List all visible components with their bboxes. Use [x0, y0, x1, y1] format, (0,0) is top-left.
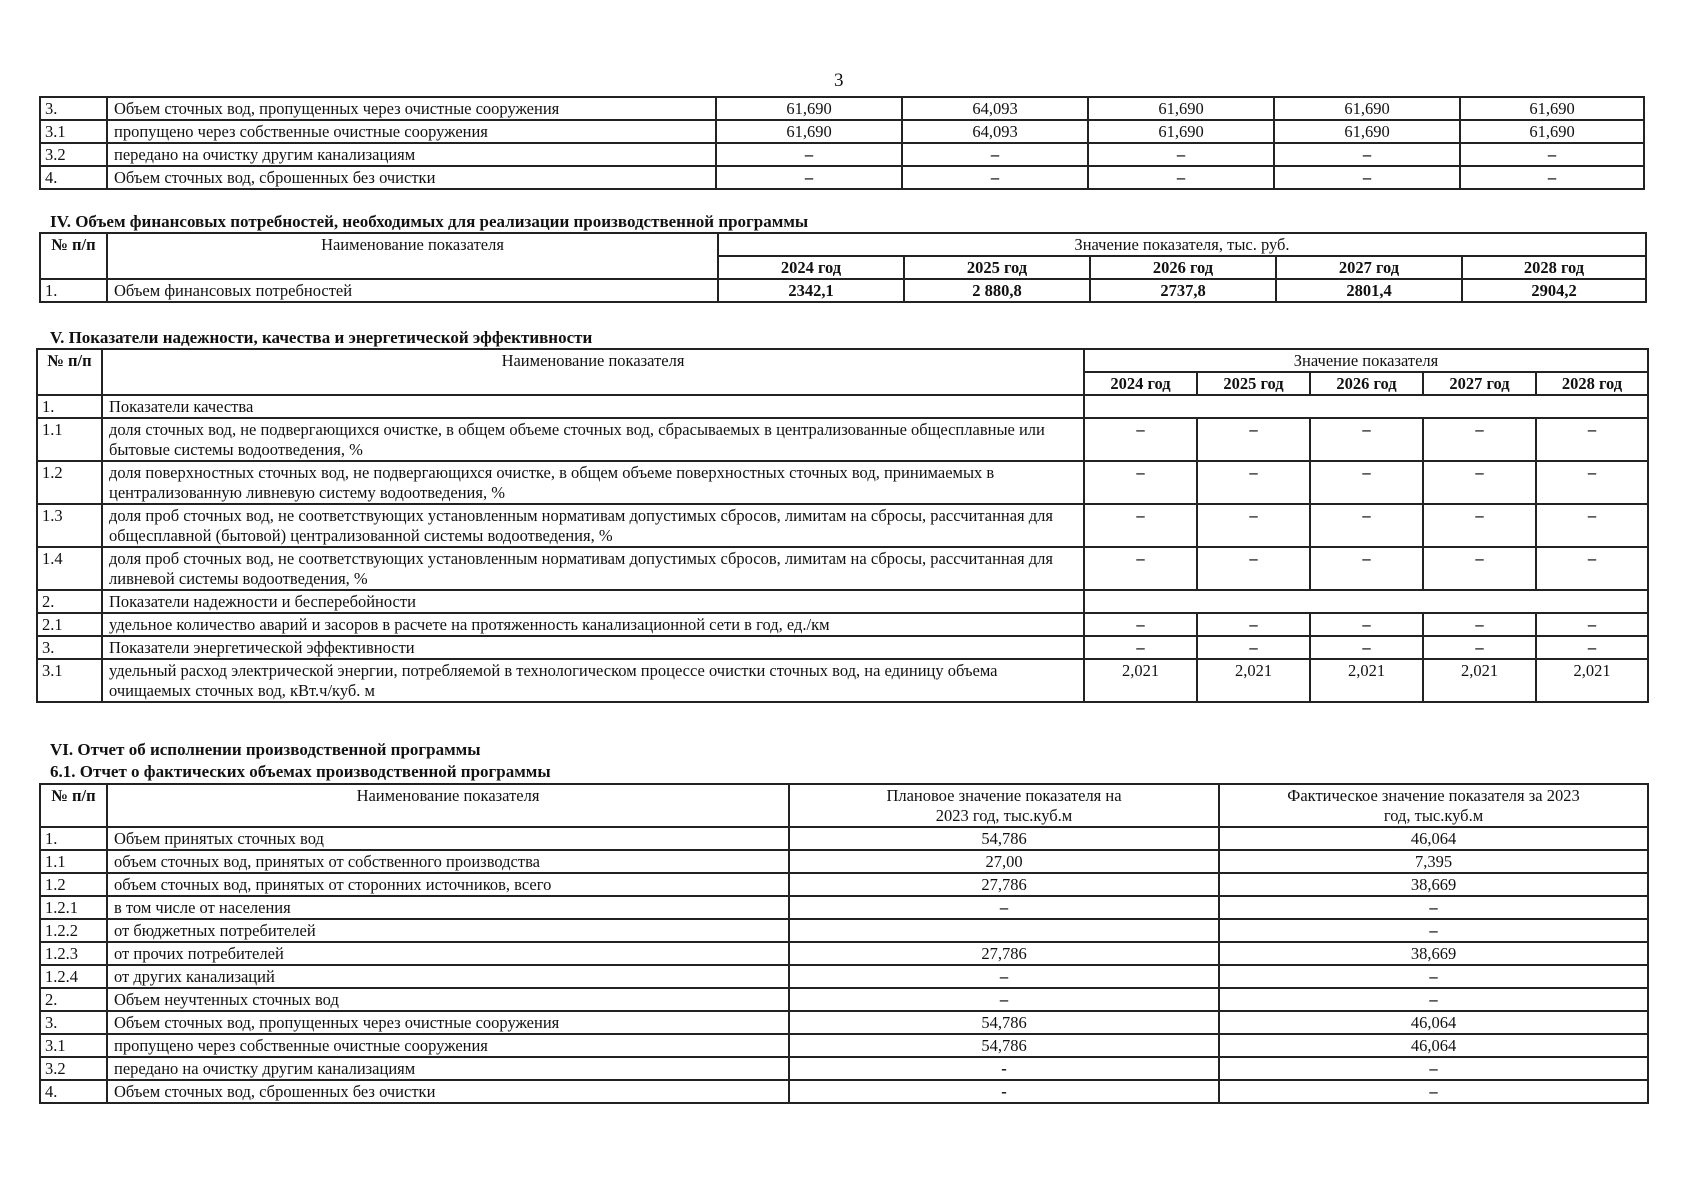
fact-value-cell: –	[1219, 896, 1648, 919]
table-row	[40, 873, 1648, 896]
value-cell: –	[1310, 613, 1423, 636]
value-cell: 2,021	[1536, 659, 1648, 702]
col-name-header: Наименование показателя	[102, 349, 1084, 395]
plan-value-cell: –	[789, 965, 1219, 988]
row-number: 1.2.1	[40, 896, 107, 919]
col-value-header: Значение показателя, тыс. руб.	[718, 233, 1646, 256]
value-cell: 2801,4	[1276, 279, 1462, 302]
year-header: 2026 год	[1090, 256, 1276, 279]
value-cell: –	[1197, 461, 1310, 504]
value-cell: –	[716, 143, 902, 166]
table-row	[40, 1011, 1648, 1034]
row-name: от прочих потребителей	[107, 942, 789, 965]
value-cell: 2737,8	[1090, 279, 1276, 302]
value-cell: –	[1536, 504, 1648, 547]
fact-value-cell: 46,064	[1219, 827, 1648, 850]
value-cell: 61,690	[716, 120, 902, 143]
table-row	[37, 547, 1648, 590]
row-number: 1.	[37, 395, 102, 418]
row-name: Объем сточных вод, сброшенных без очистки	[107, 1080, 789, 1103]
row-name: Показатели энергетической эффективности	[102, 636, 1084, 659]
table-row	[40, 919, 1648, 942]
volume-table-continuation	[39, 96, 1645, 190]
row-number: 1.	[40, 827, 107, 850]
year-header: 2024 год	[718, 256, 904, 279]
year-header: 2028 год	[1536, 372, 1648, 395]
row-number: 3.2	[40, 143, 107, 166]
row-name: Показатели надежности и бесперебойности	[102, 590, 1084, 613]
value-cell: 2904,2	[1462, 279, 1646, 302]
plan-value-cell: -	[789, 1057, 1219, 1080]
value-cell: –	[1423, 461, 1536, 504]
value-cell: –	[1536, 613, 1648, 636]
row-name: удельное количество аварий и засоров в расчете на протяженность канализационной сети в год, ед./км	[102, 613, 1084, 636]
row-number: 1.2.4	[40, 965, 107, 988]
row-name: доля сточных вод, не подвергающихся очистке, в общем объеме сточных вод, сбрасываемых в централизованные общесплавные или бытовые системы водоотведения, %	[102, 418, 1084, 461]
row-name: передано на очистку другим канализациям	[107, 1057, 789, 1080]
row-name: Объем неучтенных сточных вод	[107, 988, 789, 1011]
fact-value-cell: –	[1219, 1057, 1648, 1080]
row-name: пропущено через собственные очистные сооружения	[107, 120, 716, 143]
value-cell: 61,690	[1088, 97, 1274, 120]
row-name: Объем принятых сточных вод	[107, 827, 789, 850]
table-row	[40, 143, 1644, 166]
value-cell: –	[1197, 613, 1310, 636]
table-row	[40, 1057, 1648, 1080]
fact-value-cell: 46,064	[1219, 1011, 1648, 1034]
table-row	[40, 827, 1648, 850]
table-row	[37, 461, 1648, 504]
value-cell: –	[1084, 636, 1197, 659]
row-number: 3.	[37, 636, 102, 659]
row-name: Объем финансовых потребностей	[107, 279, 718, 302]
row-number: 1.2	[37, 461, 102, 504]
row-name: доля проб сточных вод, не соответствующих установленным нормативам допустимых сбросов, лимитам на сбросы, рассчитанная для общесплавной (бытовой) централизованной системы водоотведения, %	[102, 504, 1084, 547]
table-row	[37, 659, 1648, 702]
financial-needs-table	[39, 232, 1647, 303]
row-name: Объем сточных вод, пропущенных через очистные сооружения	[107, 97, 716, 120]
value-cell: –	[1460, 143, 1644, 166]
value-cell: 61,690	[1274, 120, 1460, 143]
plan-value-cell	[789, 919, 1219, 942]
fact-value-cell: 7,395	[1219, 850, 1648, 873]
value-cell: –	[1274, 143, 1460, 166]
row-name: Показатели качества	[102, 395, 1084, 418]
plan-value-cell: 27,00	[789, 850, 1219, 873]
row-number: 3.2	[40, 1057, 107, 1080]
value-cell: 2342,1	[718, 279, 904, 302]
value-cell: –	[1423, 613, 1536, 636]
plan-value-cell: –	[789, 988, 1219, 1011]
col-name-header: Наименование показателя	[107, 784, 789, 827]
row-number: 3.	[40, 1011, 107, 1034]
table-row	[40, 120, 1644, 143]
empty-value-cell	[1084, 395, 1648, 418]
row-number: 3.1	[40, 1034, 107, 1057]
row-name: в том числе от населения	[107, 896, 789, 919]
row-name: объем сточных вод, принятых от сторонних источников, всего	[107, 873, 789, 896]
plan-value-cell: 27,786	[789, 942, 1219, 965]
value-cell: 61,690	[1274, 97, 1460, 120]
table-row	[40, 896, 1648, 919]
section-4-title: IV. Объем финансовых потребностей, необходимых для реализации производственной программы	[50, 212, 809, 231]
table-row	[37, 395, 1648, 418]
row-number: 1.1	[37, 418, 102, 461]
section-6-title: VI. Отчет об исполнении производственной программы	[50, 740, 481, 759]
row-number: 3.1	[40, 120, 107, 143]
section-5-title: V. Показатели надежности, качества и энергетической эффективности	[50, 328, 593, 347]
row-number: 1.2	[40, 873, 107, 896]
row-name: доля проб сточных вод, не соответствующих установленным нормативам допустимых сбросов, лимитам на сбросы, рассчитанная для ливневой системы водоотведения, %	[102, 547, 1084, 590]
value-cell: –	[1310, 636, 1423, 659]
plan-value-cell: 27,786	[789, 873, 1219, 896]
value-cell: –	[1310, 418, 1423, 461]
table-row	[37, 504, 1648, 547]
row-name: от других канализаций	[107, 965, 789, 988]
col-fact-header: Фактическое значение показателя за 2023 год, тыс.куб.м	[1219, 784, 1648, 827]
value-cell: –	[1423, 504, 1536, 547]
col-plan-header: Плановое значение показателя на 2023 год, тыс.куб.м	[789, 784, 1219, 827]
row-number: 2.	[40, 988, 107, 1011]
row-name: передано на очистку другим канализациям	[107, 143, 716, 166]
row-number: 4.	[40, 1080, 107, 1103]
table-row	[37, 590, 1648, 613]
value-cell: –	[1088, 166, 1274, 189]
table-row	[40, 1080, 1648, 1103]
table-row	[37, 636, 1648, 659]
value-cell: –	[902, 143, 1088, 166]
row-number: 1.2.3	[40, 942, 107, 965]
row-number: 3.	[40, 97, 107, 120]
fact-value-cell: –	[1219, 965, 1648, 988]
empty-value-cell	[1084, 590, 1648, 613]
plan-value-cell: -	[789, 1080, 1219, 1103]
row-number: 1.2.2	[40, 919, 107, 942]
col-value-header: Значение показателя	[1084, 349, 1648, 372]
value-cell: –	[716, 166, 902, 189]
year-header: 2025 год	[904, 256, 1090, 279]
section-6-subtitle: 6.1. Отчет о фактических объемах производственной программы	[50, 762, 551, 781]
col-num-header: № п/п	[40, 784, 107, 827]
row-number: 1.3	[37, 504, 102, 547]
value-cell: 61,690	[716, 97, 902, 120]
year-header: 2025 год	[1197, 372, 1310, 395]
table-row	[37, 418, 1648, 461]
table-row	[40, 97, 1644, 120]
col-num-header: № п/п	[37, 349, 102, 395]
table-row	[40, 279, 1646, 302]
value-cell: –	[1084, 504, 1197, 547]
table-row	[40, 988, 1648, 1011]
value-cell: –	[902, 166, 1088, 189]
actual-volumes-report-table	[39, 783, 1649, 1104]
value-cell: –	[1536, 461, 1648, 504]
table-row	[40, 850, 1648, 873]
value-cell: –	[1310, 504, 1423, 547]
value-cell: –	[1197, 418, 1310, 461]
row-number: 1.4	[37, 547, 102, 590]
row-number: 3.1	[37, 659, 102, 702]
fact-value-cell: –	[1219, 988, 1648, 1011]
col-num-header: № п/п	[40, 233, 107, 279]
value-cell: 2,021	[1084, 659, 1197, 702]
row-number: 4.	[40, 166, 107, 189]
reliability-quality-table	[36, 348, 1649, 703]
row-number: 1.	[40, 279, 107, 302]
plan-value-cell: 54,786	[789, 1011, 1219, 1034]
value-cell: –	[1197, 636, 1310, 659]
value-cell: –	[1423, 636, 1536, 659]
value-cell: –	[1084, 547, 1197, 590]
col-name-header: Наименование показателя	[107, 233, 718, 279]
value-cell: 61,690	[1088, 120, 1274, 143]
table-row	[40, 965, 1648, 988]
value-cell: 61,690	[1460, 97, 1644, 120]
row-name: объем сточных вод, принятых от собственного производства	[107, 850, 789, 873]
value-cell: –	[1084, 613, 1197, 636]
value-cell: –	[1197, 504, 1310, 547]
row-name: от бюджетных потребителей	[107, 919, 789, 942]
value-cell: –	[1423, 547, 1536, 590]
value-cell: 2 880,8	[904, 279, 1090, 302]
value-cell: 64,093	[902, 97, 1088, 120]
value-cell: –	[1084, 418, 1197, 461]
plan-value-cell: 54,786	[789, 1034, 1219, 1057]
value-cell: 2,021	[1310, 659, 1423, 702]
row-name: Объем сточных вод, сброшенных без очистки	[107, 166, 716, 189]
value-cell: –	[1423, 418, 1536, 461]
value-cell: 2,021	[1197, 659, 1310, 702]
value-cell: –	[1274, 166, 1460, 189]
row-name: удельный расход электрической энергии, потребляемой в технологическом процессе очистки сточных вод, на единицу объема очищаемых сточных вод, кВт.ч/куб. м	[102, 659, 1084, 702]
value-cell: –	[1460, 166, 1644, 189]
row-name: пропущено через собственные очистные сооружения	[107, 1034, 789, 1057]
row-number: 2.1	[37, 613, 102, 636]
fact-value-cell: 38,669	[1219, 873, 1648, 896]
row-number: 1.1	[40, 850, 107, 873]
table-row	[40, 1034, 1648, 1057]
row-number: 2.	[37, 590, 102, 613]
year-header: 2027 год	[1423, 372, 1536, 395]
fact-value-cell: 38,669	[1219, 942, 1648, 965]
value-cell: 2,021	[1423, 659, 1536, 702]
value-cell: 61,690	[1460, 120, 1644, 143]
year-header: 2026 год	[1310, 372, 1423, 395]
value-cell: –	[1084, 461, 1197, 504]
value-cell: 64,093	[902, 120, 1088, 143]
fact-value-cell: –	[1219, 1080, 1648, 1103]
value-cell: –	[1536, 547, 1648, 590]
table-row	[37, 613, 1648, 636]
value-cell: –	[1310, 461, 1423, 504]
table-row	[40, 942, 1648, 965]
plan-value-cell: –	[789, 896, 1219, 919]
value-cell: –	[1197, 547, 1310, 590]
table-row	[40, 166, 1644, 189]
value-cell: –	[1088, 143, 1274, 166]
value-cell: –	[1536, 418, 1648, 461]
row-name: доля поверхностных сточных вод, не подвергающихся очистке, в общем объеме поверхностных сточных вод, принимаемых в централизованную ливневую систему водоотведения, %	[102, 461, 1084, 504]
year-header: 2027 год	[1276, 256, 1462, 279]
plan-value-cell: 54,786	[789, 827, 1219, 850]
year-header: 2024 год	[1084, 372, 1197, 395]
value-cell: –	[1310, 547, 1423, 590]
value-cell: –	[1536, 636, 1648, 659]
fact-value-cell: 46,064	[1219, 1034, 1648, 1057]
row-name: Объем сточных вод, пропущенных через очистные сооружения	[107, 1011, 789, 1034]
year-header: 2028 год	[1462, 256, 1646, 279]
page-number: 3	[834, 70, 844, 91]
fact-value-cell: –	[1219, 919, 1648, 942]
